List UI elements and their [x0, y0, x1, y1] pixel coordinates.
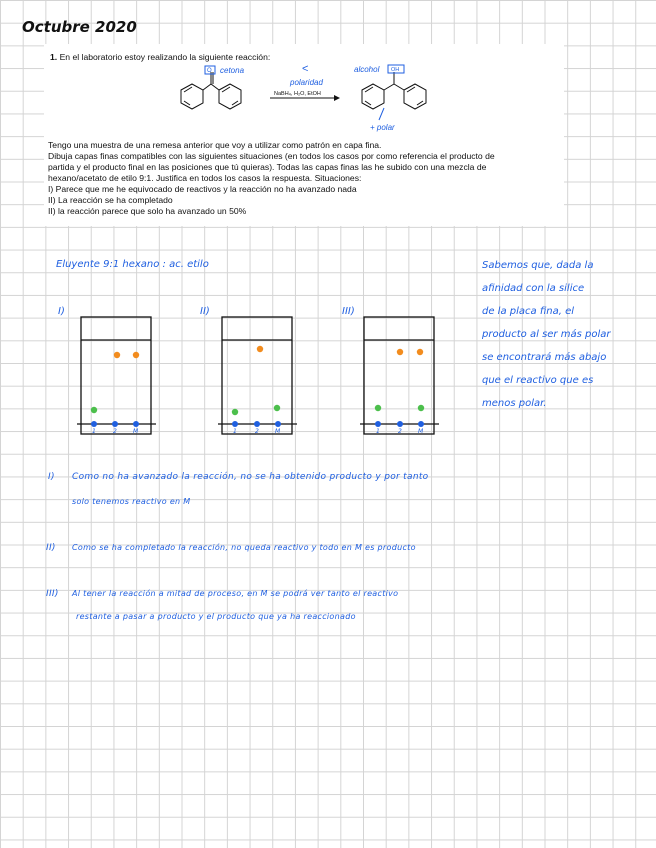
plate-label-2: II): [200, 306, 210, 317]
lane-label: M: [275, 428, 281, 435]
answer-1-line-1: Como no ha avanzado la reacción, no se ha obtenido producto y por tanto: [72, 472, 429, 482]
explanation-line: menos polar.: [482, 398, 547, 409]
spot-blue: [254, 421, 260, 427]
problem-line-1: Tengo una muestra de una remesa anterior que voy a utilizar como patrón en capa fina.: [48, 140, 382, 150]
problem-line-6: II) La reacción se ha completado: [48, 195, 173, 205]
spot-blue: [397, 421, 403, 427]
lane-label: 2: [113, 428, 117, 435]
alcohol-box-label: OH: [391, 67, 400, 73]
lane-label: 2: [255, 428, 259, 435]
spot-blue: [112, 421, 118, 427]
spot-green: [232, 409, 238, 415]
spot-orange: [257, 346, 263, 352]
lane-label: 2: [398, 428, 402, 435]
date-heading: Octubre 2020: [22, 18, 137, 36]
spot-blue: [375, 421, 381, 427]
answer-3-line-1: Al tener la reacción a mitad de proceso, en M se podrá ver tanto el reactivo: [72, 589, 399, 598]
polarity-symbol: <: [302, 63, 309, 75]
eluent-note: Eluyente 9:1 hexano : ac. etilo: [56, 259, 209, 270]
explanation-line: Sabemos que, dada la: [482, 260, 594, 271]
lane-label: 1: [233, 428, 237, 435]
spot-orange: [114, 352, 120, 358]
spot-blue: [91, 421, 97, 427]
plate-label-3: III): [342, 306, 355, 317]
explanation-line: producto al ser más polar: [482, 329, 611, 340]
problem-number: 1.: [50, 52, 58, 62]
explanation-line: afinidad con la silice: [482, 283, 585, 294]
spot-green: [418, 405, 424, 411]
problem-line-4: hexano/acetato de etilo 9:1. Justifica en todos los casos la respuesta. Situaciones:: [48, 173, 362, 183]
more-polar-annotation: + polar: [370, 123, 395, 132]
answer-3-line-2: restante a pasar a producto y el producto que ya ha reaccionado: [76, 612, 356, 621]
answer-1-line-2: solo tenemos reactivo en M: [72, 497, 191, 506]
explanation-line: de la placa fina, el: [482, 306, 575, 317]
spot-orange: [397, 349, 403, 355]
answer-1-number: I): [48, 472, 55, 482]
ketone-annotation: cetona: [220, 66, 245, 75]
alcohol-annotation: alcohol: [354, 65, 380, 74]
problem-intro-text: En el laboratorio estoy realizando la siguiente reacción:: [59, 52, 271, 62]
explanation-line: se encontrará más abajo: [482, 352, 607, 363]
problem-line-7: II) la reacción parece que solo ha avanzado un 50%: [48, 206, 247, 216]
spot-orange: [133, 352, 139, 358]
problem-line-5: I) Parece que me he equivocado de reactivos y la reacción no ha avanzado nada: [48, 184, 357, 194]
tlc-plate-1: [77, 317, 156, 434]
plate-label-1: I): [58, 306, 65, 317]
spot-orange: [417, 349, 423, 355]
lane-label: M: [133, 428, 139, 435]
polarity-annotation: polaridad: [290, 78, 323, 87]
spot-blue: [133, 421, 139, 427]
spot-blue: [275, 421, 281, 427]
spot-green: [91, 407, 97, 413]
problem-line-2: Dibuja capas finas compatibles con las siguientes situaciones (en todos los casos por como referencia el producto de: [48, 151, 495, 161]
answer-2-number: II): [46, 543, 56, 553]
reagents-label: NaBH₄, H₂O, EtOH: [274, 91, 321, 97]
lane-label: 1: [92, 428, 96, 435]
problem-line-3: partida y el producto final en las posiciones que tú quieras). Todas las capas finas las he subido con una mezcla de: [48, 162, 487, 172]
lane-label: 1: [376, 428, 380, 435]
spot-blue: [418, 421, 424, 427]
spot-blue: [232, 421, 238, 427]
answer-3-number: III): [46, 589, 59, 599]
spot-green: [375, 405, 381, 411]
tlc-plate-3: [360, 317, 439, 434]
explanation-line: que el reactivo que es: [482, 375, 594, 386]
tlc-plate-2: [218, 317, 297, 434]
lane-label: M: [418, 428, 424, 435]
spot-green: [274, 405, 280, 411]
answer-2-line-1: Como se ha completado la reacción, no queda reactivo y todo en M es producto: [72, 543, 416, 552]
ketone-box-label: O: [207, 68, 212, 74]
